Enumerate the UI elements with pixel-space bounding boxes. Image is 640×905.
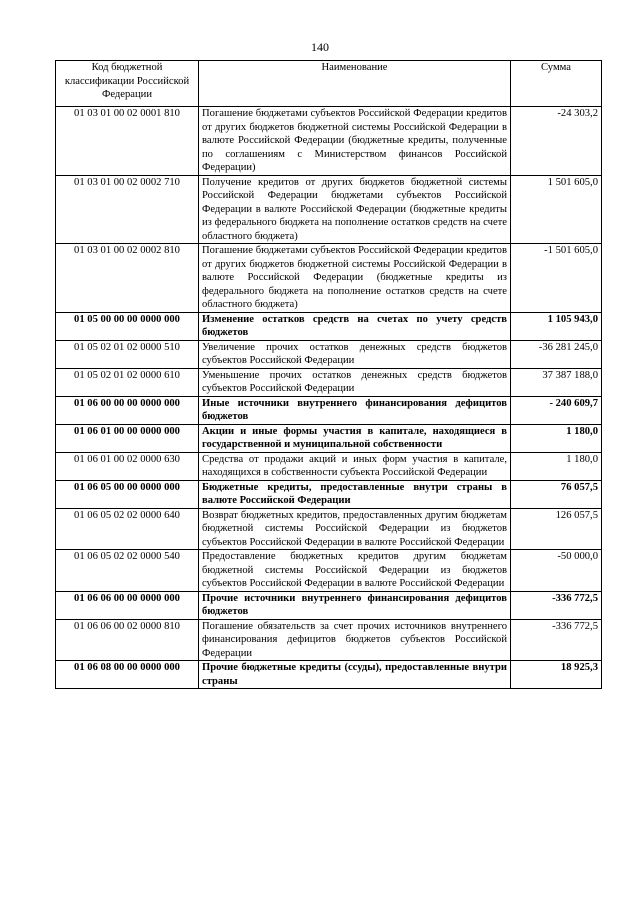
name-cell: Возврат бюджетных кредитов, предоставленных другим бюджетам бюджетной системы Российской Федерации из бюджетов субъектов Российской Федерации в валюте Российской Федерации xyxy=(199,508,511,550)
code-cell: 01 05 02 01 02 0000 510 xyxy=(56,340,199,368)
code-cell: 01 06 05 02 02 0000 540 xyxy=(56,550,199,592)
code-cell: 01 05 00 00 00 0000 000 xyxy=(56,312,199,340)
sum-cell: 1 105 943,0 xyxy=(511,312,602,340)
sum-cell: -24 303,2 xyxy=(511,107,602,176)
table-row xyxy=(56,396,602,424)
sum-cell: 37 387 188,0 xyxy=(511,368,602,396)
sum-cell: 18 925,3 xyxy=(511,661,602,689)
table-body xyxy=(56,107,602,689)
table-header-row xyxy=(56,61,602,107)
code-cell: 01 06 08 00 00 0000 000 xyxy=(56,661,199,689)
table-row xyxy=(56,452,602,480)
sum-cell: -50 000,0 xyxy=(511,550,602,592)
code-cell: 01 06 06 00 00 0000 000 xyxy=(56,591,199,619)
name-cell: Прочие бюджетные кредиты (ссуды), предоставленные внутри страны xyxy=(199,661,511,689)
code-cell: 01 06 05 00 00 0000 000 xyxy=(56,480,199,508)
name-cell: Иные источники внутреннего финансирования дефицитов бюджетов xyxy=(199,396,511,424)
sum-cell: -36 281 245,0 xyxy=(511,340,602,368)
name-cell: Предоставление бюджетных кредитов другим бюджетам бюджетной системы Российской Федерации из бюджетов субъектов Российской Федерации в валюте Российской Федерации xyxy=(199,550,511,592)
name-cell: Погашение бюджетами субъектов Российской Федерации кредитов от других бюджетов бюджетной системы Российской Федерации в валюте Российской Федерации (бюджетные кредиты из федерального бюджета на пополнение остатков средств на счете областного бюджета) xyxy=(199,244,511,313)
page-number: 140 xyxy=(311,40,329,54)
header-code: Код бюджетной классификации Российской Федерации xyxy=(56,61,199,107)
name-cell: Уменьшение прочих остатков денежных средств бюджетов субъектов Российской Федерации xyxy=(199,368,511,396)
sum-cell: - 240 609,7 xyxy=(511,396,602,424)
header-name: Наименование xyxy=(199,61,511,107)
table-row xyxy=(56,480,602,508)
code-cell: 01 06 01 00 02 0000 630 xyxy=(56,452,199,480)
sum-cell: -336 772,5 xyxy=(511,591,602,619)
table-row xyxy=(56,591,602,619)
name-cell: Средства от продажи акций и иных форм участия в капитале, находящихся в собственности субъекта Российской Федерации xyxy=(199,452,511,480)
table-row xyxy=(56,368,602,396)
name-cell: Погашение бюджетами субъектов Российской Федерации кредитов от других бюджетов бюджетной системы Российской Федерации в валюте Российской Федерации (бюджетные кредиты, полученные по соглашениям с Министерством финансов Российской Федерации) xyxy=(199,107,511,176)
name-cell: Получение кредитов от других бюджетов бюджетной системы Российской Федерации бюджетами субъектов Российской Федерации в валюте Российской Федерации (бюджетные кредиты из федерального бюджета на пополнение остатков средств на счете областного бюджета) xyxy=(199,175,511,244)
budget-table xyxy=(55,60,602,689)
table-row xyxy=(56,107,602,176)
code-cell: 01 06 05 02 02 0000 640 xyxy=(56,508,199,550)
table-row xyxy=(56,661,602,689)
sum-cell: -336 772,5 xyxy=(511,619,602,661)
header-sum: Сумма xyxy=(511,61,602,107)
sum-cell: 1 501 605,0 xyxy=(511,175,602,244)
code-cell: 01 03 01 00 02 0002 710 xyxy=(56,175,199,244)
sum-cell: -1 501 605,0 xyxy=(511,244,602,313)
code-cell: 01 03 01 00 02 0001 810 xyxy=(56,107,199,176)
code-cell: 01 06 01 00 00 0000 000 xyxy=(56,424,199,452)
table-row xyxy=(56,340,602,368)
name-cell: Погашение обязательств за счет прочих источников внутреннего финансирования дефицитов бюджетов субъектов Российской Федерации xyxy=(199,619,511,661)
code-cell: 01 05 02 01 02 0000 610 xyxy=(56,368,199,396)
name-cell: Бюджетные кредиты, предоставленные внутри страны в валюте Российской Федерации xyxy=(199,480,511,508)
table-row xyxy=(56,175,602,244)
code-cell: 01 06 00 00 00 0000 000 xyxy=(56,396,199,424)
name-cell: Увеличение прочих остатков денежных средств бюджетов субъектов Российской Федерации xyxy=(199,340,511,368)
name-cell: Изменение остатков средств на счетах по учету средств бюджетов xyxy=(199,312,511,340)
sum-cell: 76 057,5 xyxy=(511,480,602,508)
code-cell: 01 06 06 00 02 0000 810 xyxy=(56,619,199,661)
sum-cell: 1 180,0 xyxy=(511,452,602,480)
table-row xyxy=(56,312,602,340)
sum-cell: 126 057,5 xyxy=(511,508,602,550)
code-cell: 01 03 01 00 02 0002 810 xyxy=(56,244,199,313)
name-cell: Акции и иные формы участия в капитале, находящиеся в государственной и муниципальной собственности xyxy=(199,424,511,452)
table-row xyxy=(56,619,602,661)
table-row xyxy=(56,550,602,592)
name-cell: Прочие источники внутреннего финансирования дефицитов бюджетов xyxy=(199,591,511,619)
table-row xyxy=(56,508,602,550)
table-row xyxy=(56,424,602,452)
sum-cell: 1 180,0 xyxy=(511,424,602,452)
table-row xyxy=(56,244,602,313)
